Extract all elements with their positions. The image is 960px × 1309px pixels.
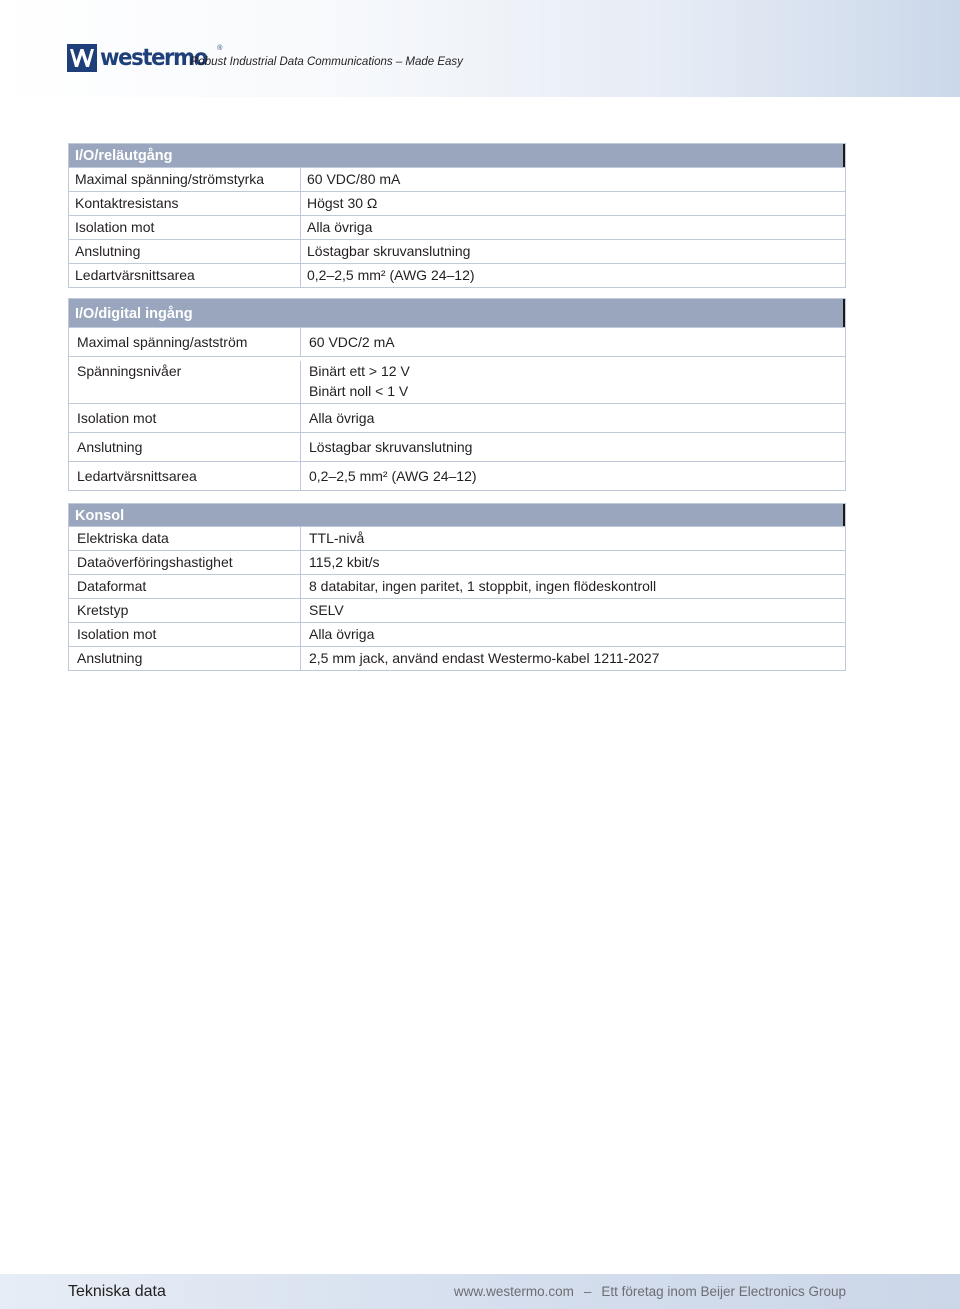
section-title: I/O/reläutgång (69, 144, 845, 167)
row-value: Högst 30 Ω (307, 195, 378, 211)
row-value: SELV (309, 602, 344, 618)
footer-company: Ett företag inom Beijer Electronics Group (601, 1284, 846, 1299)
table-row (69, 239, 845, 263)
table-row (69, 550, 845, 574)
footer-section-title: Tekniska data (68, 1283, 166, 1300)
row-value: 0,2–2,5 mm² (AWG 24–12) (307, 267, 475, 283)
row-label: Dataformat (69, 575, 301, 598)
row-value: Alla övriga (309, 626, 375, 642)
registered-mark: ® (217, 45, 223, 52)
table-row (69, 461, 845, 490)
footer-url-link[interactable]: www.westermo.com (453, 1284, 574, 1299)
spec-table-relay-output (68, 143, 846, 288)
table-row (69, 215, 845, 239)
row-value: 0,2–2,5 mm² (AWG 24–12) (309, 468, 477, 484)
row-label: Maximal spänning/strömstyrka (69, 168, 301, 191)
row-label: Anslutning (69, 240, 301, 263)
row-value: 60 VDC/80 mA (307, 171, 401, 187)
row-label: Anslutning (69, 647, 301, 670)
footer-credits (454, 1284, 846, 1299)
row-value: 115,2 kbit/s (309, 554, 380, 570)
logo-wordmark: westermo (100, 45, 207, 71)
table-row (69, 191, 845, 215)
spec-table-digital-input (68, 298, 846, 491)
table-row (69, 432, 845, 461)
row-label: Kontaktresistans (69, 192, 301, 215)
table-row (69, 403, 845, 432)
table-row (69, 646, 845, 670)
row-label: Isolation mot (69, 404, 301, 432)
table-row (69, 598, 845, 622)
row-label: Dataöverföringshastighet (69, 551, 301, 574)
row-label: Isolation mot (69, 623, 301, 646)
row-label: Ledartvärsnittsarea (69, 462, 301, 490)
row-value: 2,5 mm jack, använd endast Westermo-kabel 1211-2027 (309, 650, 660, 666)
section-title: Konsol (69, 504, 845, 526)
section-title: I/O/digital ingång (69, 299, 845, 327)
table-row (69, 574, 845, 598)
table-row (69, 263, 845, 287)
row-label: Spänningsnivåer (69, 361, 301, 403)
row-label: Kretstyp (69, 599, 301, 622)
spec-table-console (68, 503, 846, 671)
row-value: TTL-nivå (309, 530, 365, 546)
table-row (69, 622, 845, 646)
row-label: Elektriska data (69, 527, 301, 550)
row-label: Isolation mot (69, 216, 301, 239)
row-value: Binärt ett > 12 V Binärt noll < 1 V (309, 363, 410, 399)
row-value: Löstagbar skruvanslutning (309, 439, 473, 455)
row-label: Anslutning (69, 433, 301, 461)
row-value: Alla övriga (309, 410, 375, 426)
table-row (69, 167, 845, 191)
table-row (69, 356, 845, 403)
row-label: Ledartvärsnittsarea (69, 264, 301, 287)
table-row (69, 327, 845, 356)
row-value: Löstagbar skruvanslutning (307, 243, 471, 259)
row-label: Maximal spänning/astström (69, 328, 301, 356)
westermo-logo-mark-icon (67, 44, 97, 72)
table-row (69, 526, 845, 550)
row-value: 8 databitar, ingen paritet, 1 stoppbit, ingen flödeskontroll (309, 578, 657, 594)
tagline: Robust Industrial Data Communications – Made Easy (190, 56, 463, 68)
row-value: 60 VDC/2 mA (309, 334, 395, 350)
row-value: Alla övriga (307, 219, 373, 235)
footer-separator: – (583, 1284, 592, 1299)
